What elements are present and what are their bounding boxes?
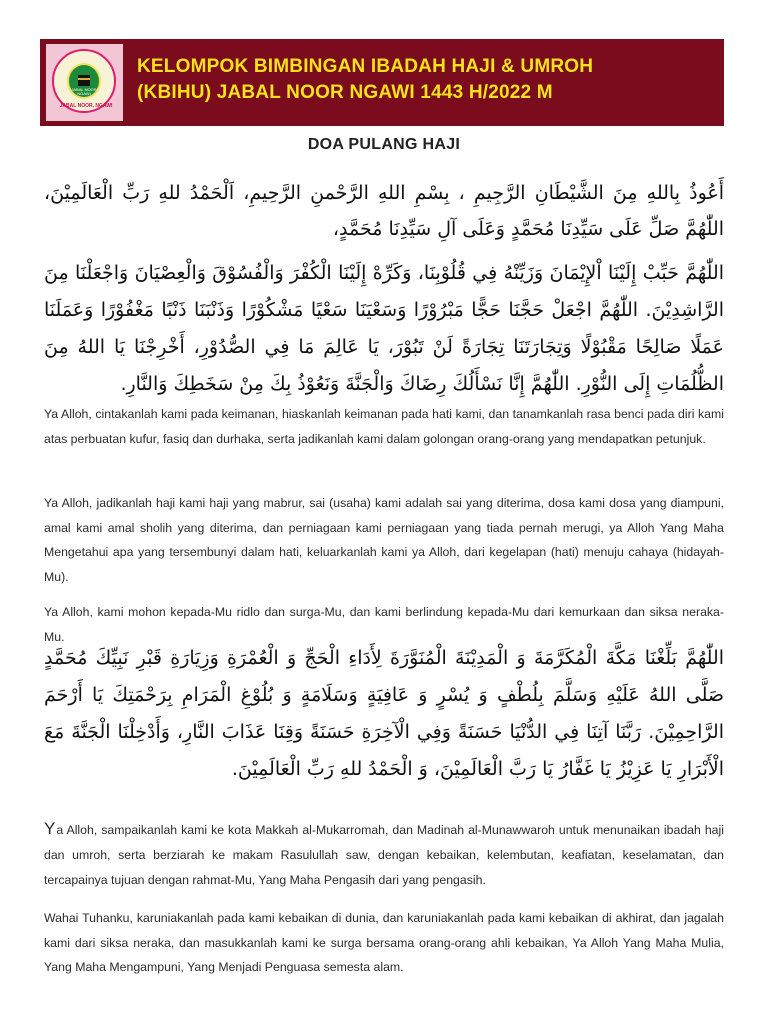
header-title: [137, 54, 593, 106]
drop-initial: Y: [44, 819, 56, 838]
translation-paragraph-3: Ya Alloh, kami mohon kepada-Mu ridlo dan surga-Mu, dan kami berlindung kepada-Mu dari kemurkaan dan siksa neraka-Mu.: [44, 605, 724, 644]
header-banner: [40, 39, 724, 126]
logo: [46, 44, 123, 121]
translation-paragraph-2: Ya Alloh, jadikanlah haji kami haji yang mabrur, sai (usaha) kami adalah sai yang diterima, dosa kami dosa yang diampuni, amal kami amal sholih yang diterima, dan perniagaan kami perniagaan yang tiada pernah merugi, ya Alloh Yang Maha Mengetahui apa yang tersembunyi dalam hati, keluarkanlah kami ya Alloh, dari kegelapan (hati) menuju cahaya (hidayah-Mu).: [44, 496, 724, 584]
logo-seal: [52, 49, 116, 113]
kaaba-icon: [78, 75, 90, 86]
header-title-line2: (KBIHU) JABAL NOOR NGAWI 1443 H/2022 M: [137, 82, 553, 103]
translation-paragraph-1: Ya Alloh, cintakanlah kami pada keimanan, hiaskanlah keimanan pada hati kami, dan tanamkanlah rasa benci pada diri kami atas perbuatan kufur, fasiq dan durhaka, serta jadikanlah kami dalam golongan orang-orang yang mendapatkan petunjuk.: [44, 407, 724, 446]
translation-paragraph-4: [44, 816, 724, 893]
header-title-line1: KELOMPOK BIMBINGAN IBADAH HAJI & UMROH: [137, 56, 594, 77]
logo-bottom-text: JABAL NOOR, NGAWI: [59, 103, 113, 109]
kaaba-emblem-icon: [67, 63, 101, 99]
translation-paragraph-5: Wahai Tuhanku, karuniakanlah pada kami kebaikan di dunia, dan karuniakanlah pada kami kebaikan di akhirat, dan jagalah kami dari siksa neraka, dan masukkanlah kami ke surga bersama orang-orang ahli kebaikan, Ya Alloh Yang Maha Mulia, Yang Maha Mengampuni, Yang Menjadi Penguasa semesta alam.: [44, 911, 724, 974]
arabic-closing-prayer: اللّٰهُمَّ بَلِّغْنَا مَكَّةَ الْمُكَرَّمَةَ وَ الْمَدِيْنَةَ الْمُنَوَّرَةَ لِأَدَاءِ الْحَجِّ وَ الْعُمْرَةِ وَزِيَارَةِ قَبْرِ نَبِيِّكَ مُحَمَّدٍ صَلَّى اللهُ عَلَيْهِ وَسَلَّمَ بِلُطْفٍ وَ يُسْرٍ وَ عَافِيَةٍ وَسَلَامَةٍ وَ بُلُوْغِ الْمَرَامِ بِرَحْمَتِكَ يَا أَرْحَمَ الرَّاحِمِيْنَ. رَبَّنَا آتِنَا فِي الدُّنْيَا حَسَنَةً وَفِي الْآخِرَةِ حَسَنَةً وَقِنَا عَذَابَ النَّارِ، وَأَدْخِلْنَا الْجَنَّةَ مَعَ الْأَبْرَارِ يَا عَزِيْزُ يَا غَفَّارُ يَا رَبَّ الْعَالَمِيْنَ، وَ الْحَمْدُ للهِ رَبِّ الْعَالَمِيْنَ.: [44, 647, 724, 780]
page-title: DOA PULANG HAJI: [307, 136, 461, 153]
translation-paragraph-4-text: a Alloh, sampaikanlah kami ke kota Makkah al-Mukarromah, dan Madinah al-Munawwaroh untuk menunaikan ibadah haji dan umroh, serta berziarah ke makam Rasulullah saw, dengan kebaikan, kelembutan, keafiatan, keselamatan, dan tercapainya tujuan dengan rahmat-Mu, Yang Maha Pengasih dari yang pengasih.: [44, 823, 724, 887]
logo-center-text: JABAL NOOR NGAWI: [71, 87, 97, 96]
arabic-opening-prayer: أَعُوذُ بِاللهِ مِنَ الشَّيْطَانِ الرَّجِيمِ ، بِسْمِ اللهِ الرَّحْمنِ الرَّحِيمِ، اَلْحَمْدُ للهِ رَبِّ الْعَالَمِيْنَ، اللّٰهُمَّ صَلِّ عَلَى سَيِّدِنَا مُحَمَّدٍ وَعَلَى آلِ سَيِّدِنَا مُحَمَّدٍ،: [44, 182, 724, 240]
arabic-main-prayer: اللّٰهُمَّ حَبِّبْ إِلَيْنَا اْلإِيْمَانَ وَزَيِّنْهُ فِي قُلُوْبِنَا، وَكَرِّهْ إِلَيْنَا الْكُفْرَ وَالْفُسُوْقَ وَالْعِصْيَانَ وَاجْعَلْنَا مِنَ الرَّاشِدِيْنَ. اللّٰهُمَّ اجْعَلْ حَجَّنَا حَجًّا مَبْرُوْرًا وَسَعْيَنَا سَعْيًا مَشْكُوْرًا وَذَنْبَنَا ذَنْبًا مَغْفُوْرًا وَعَمَلَنَا عَمَلًا صَالِحًا مَقْبُوْلًا وَتِجَارَتَنَا تِجَارَةً لَنْ تَبُوْرَ، يَا عَالِمَ مَا فِي الصُّدُوْرِ، أَخْرِجْنَا يَا اللهُ مِنَ الظُّلُمَاتِ إِلَى النُّوْرِ. اللّٰهُمَّ إِنَّا نَسْأَلُكَ رِضَاكَ وَالْجَنَّةَ وَنَعُوْذُ بِكَ مِنْ سَخَطِكَ وَالنَّارِ.: [44, 262, 724, 395]
